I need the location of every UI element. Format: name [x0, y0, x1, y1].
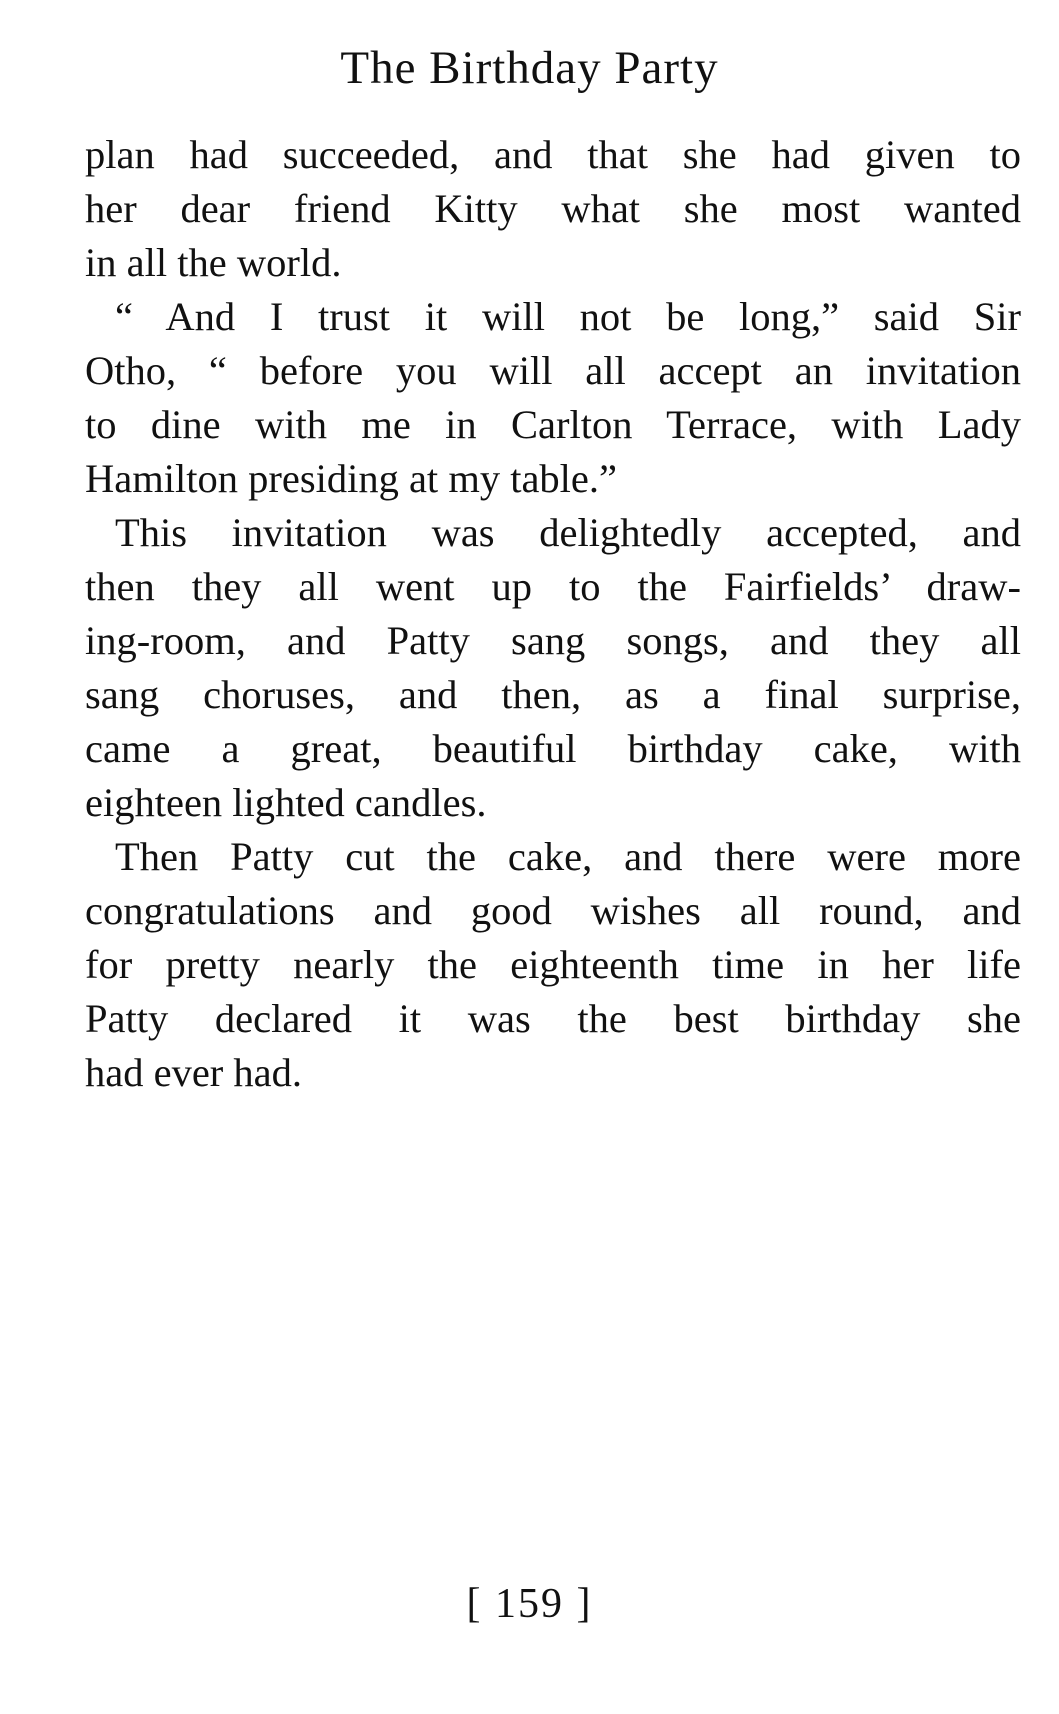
- text-line: came a great, beautiful birthday cake, with: [85, 726, 1021, 771]
- text-line: “ And I trust it will not be long,” said Sir: [115, 294, 1021, 339]
- page-number: [ 159 ]: [466, 1581, 593, 1627]
- body-text: [85, 128, 1021, 1100]
- text-line: This invitation was delightedly accepted, and: [115, 510, 1021, 555]
- text-line: congratulations and good wishes all round, and: [85, 888, 1021, 933]
- paragraph-1: [85, 128, 1021, 290]
- paragraph-4: [85, 830, 1021, 1100]
- text-line: ing-room, and Patty sang songs, and they all: [85, 618, 1021, 663]
- text-line: Then Patty cut the cake, and there were more: [115, 834, 1021, 879]
- text-line: to dine with me in Carlton Terrace, with Lady: [85, 402, 1021, 447]
- text-line: Otho, “ before you will all accept an invitation: [85, 348, 1021, 393]
- text-line: had ever had.: [85, 1050, 303, 1095]
- text-line: then they all went up to the Fairfields’ draw-: [85, 564, 1021, 609]
- paragraph-3: [85, 506, 1021, 830]
- text-line: sang choruses, and then, as a final surprise,: [85, 672, 1021, 717]
- text-line: Hamilton presiding at my table.”: [85, 456, 617, 501]
- text-line: her dear friend Kitty what she most wanted: [85, 186, 1021, 231]
- paragraph-2: [85, 290, 1021, 506]
- text-line: plan had succeeded, and that she had given to: [85, 132, 1021, 177]
- text-line: eighteen lighted candles.: [85, 780, 487, 825]
- running-head: The Birthday Party: [340, 42, 719, 94]
- text-line: in all the world.: [85, 240, 342, 285]
- text-line: Patty declared it was the best birthday she: [85, 996, 1021, 1041]
- text-line: for pretty nearly the eighteenth time in her life: [85, 942, 1021, 987]
